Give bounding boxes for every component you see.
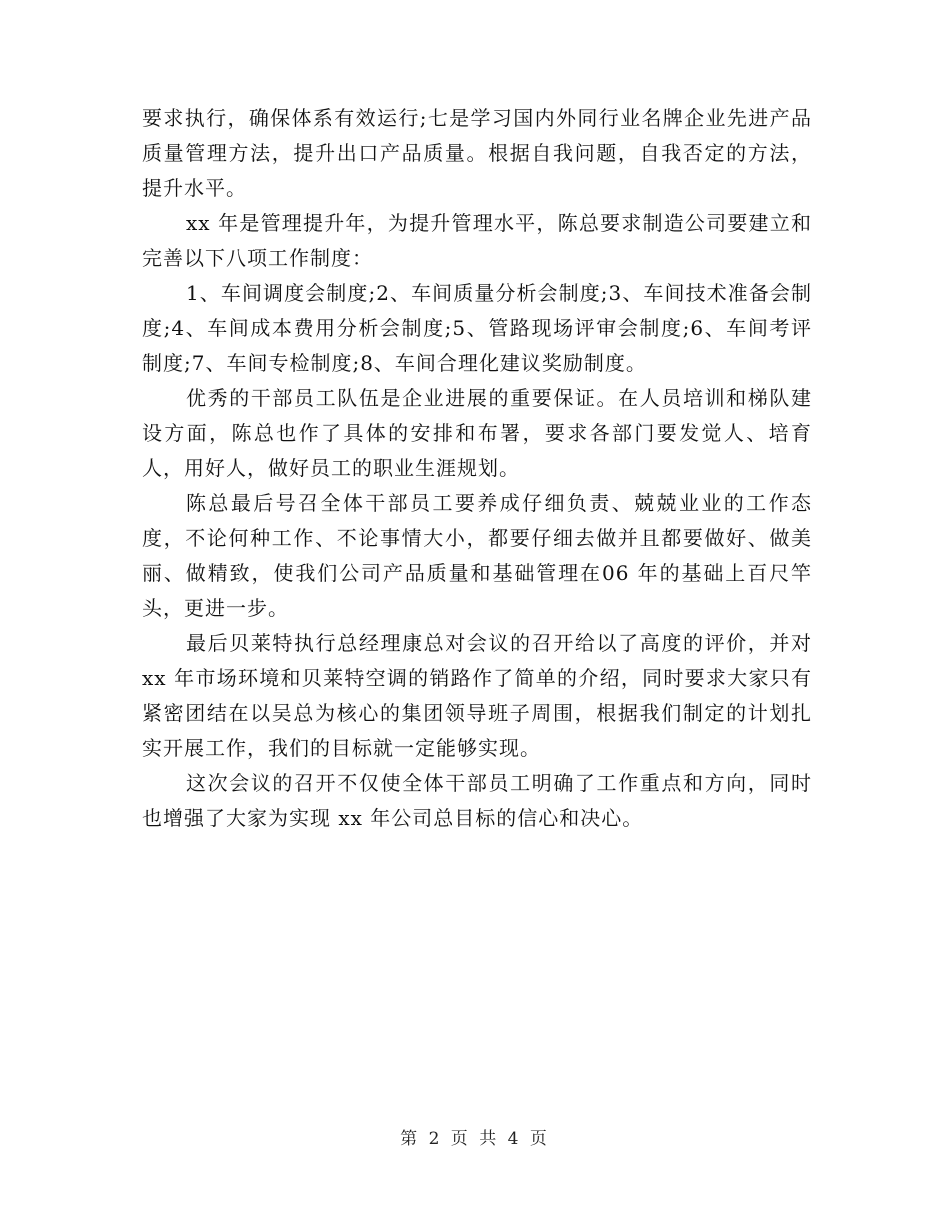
paragraph-management-year: xx 年是管理提升年，为提升管理水平，陈总要求制造公司要建立和完善以下八项工作制度： [142,211,812,270]
document-body [142,101,812,836]
paragraph-staff-training: 优秀的干部员工队伍是企业进展的重要保证。在人员培训和梯队建设方面，陈总也作了具体的安排和布署，要求各部门要发觉人、培育人，用好人，做好员工的职业生涯规划。 [142,386,812,480]
paragraph-conclusion: 这次会议的召开不仅使全体干部员工明确了工作重点和方向，同时也增强了大家为实现 xx 年公司总目标的信心和决心。 [142,771,812,830]
page-number-footer: 第 2 页 共 4 页 [400,1129,550,1149]
paragraph-eight-systems: 1、车间调度会制度;2、车间质量分析会制度;3、车间技术准备会制度;4、车间成本费用分析会制度;5、管路现场评审会制度;6、车间考评制度;7、车间专检制度;8、车间合理化建议奖励制度。 [142,281,812,375]
paragraph-kang-evaluation: 最后贝莱特执行总经理康总对会议的召开给以了高度的评价，并对 xx 年市场环境和贝莱特空调的销路作了简单的介绍，同时要求大家只有紧密团结在以吴总为核心的集团领导班子周围，根据我们制定的计划扎实开展工作，我们的目标就一定能够实现。 [142,631,812,760]
paragraph-continuation: 要求执行，确保体系有效运行;七是学习国内外同行业名牌企业先进产品质量管理方法，提升出口产品质量。根据自我问题，自我否定的方法，提升水平。 [142,106,812,200]
paragraph-work-attitude: 陈总最后号召全体干部员工要养成仔细负责、兢兢业业的工作态度，不论何种工作、不论事情大小，都要仔细去做并且都要做好、做美丽、做精致，使我们公司产品质量和基础管理在06 年的基础上百尺竿头，更进一步。 [142,491,812,620]
